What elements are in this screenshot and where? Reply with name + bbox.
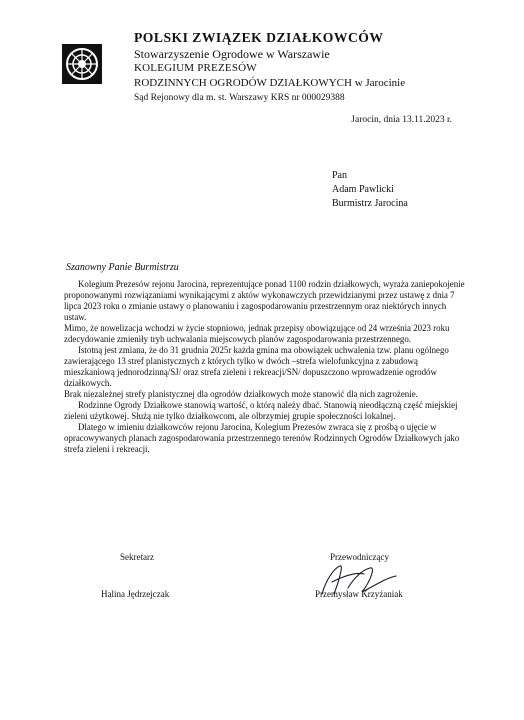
chairman-name: Przemysław Krzyżaniak bbox=[315, 589, 403, 599]
gardens-name: RODZINNYCH OGRODÓW DZIAŁKOWYCH w Jarocinie bbox=[134, 77, 406, 89]
paragraph-3: Istotną jest zmiana, że do 31 grudnia 2025r każda gmina ma obowiązek uchwalenia tzw. planu ogólnego zawierającego 13 stref planistycznych z których tylko w dwóch –strefa wielofunkcyjna z zabudową mieszkaniową jednorodzinną/SJ/ oraz strefa zieleni i rekreacji/SN/ dopuszczono wprowadzenie ogrodów działkowych. bbox=[64, 345, 449, 388]
recipient-name: Adam Pawlicki bbox=[332, 184, 394, 195]
org-name: POLSKI ZWIĄZEK DZIAŁKOWCÓW bbox=[134, 30, 384, 45]
paragraph-2: Mimo, że nowelizacja wchodzi w życie stopniowo, jednak przepisy obowiązujące od 24 września 2023 roku zdecydowanie zmieniły tryb uchwalania miejscowych planów zagospodarowania przestrzennego. bbox=[64, 323, 450, 344]
secretary-role: Sekretarz bbox=[120, 552, 154, 562]
chairman-role: Przewodniczący bbox=[330, 552, 389, 562]
registry-line: Sąd Rejonowy dla m. st. Warszawy KRS nr 000029388 bbox=[134, 93, 345, 103]
recipient-line-1: Pan bbox=[332, 170, 347, 181]
recipient-title: Burmistrz Jarocina bbox=[332, 198, 408, 209]
paragraph-6: Dlatego w imieniu działkowców rejonu Jarocina, Kolegium Prezesów zwraca się z prośbą o ujęcie w opracowywanych planach zagospodarowania przestrzennego terenów Rodzinnych Ogrodów Działkowych jako strefa zieleni i rekreacji. bbox=[64, 422, 460, 454]
letter-body bbox=[64, 279, 468, 455]
letter-date: Jarocin, dnia 13.11.2023 r. bbox=[351, 115, 452, 125]
org-subtitle: Stowarzyszenie Ogrodowe w Warszawie bbox=[134, 47, 330, 61]
pzd-emblem-icon bbox=[60, 42, 104, 86]
salutation: Szanowny Panie Burmistrzu bbox=[66, 262, 179, 273]
college-name: KOLEGIUM PREZESÓW bbox=[134, 62, 257, 74]
paragraph-1: Kolegium Prezesów rejonu Jarocina, reprezentujące ponad 1100 rodzin działkowych, wyraża zaniepokojenie proponowanymi rozwiązaniami wynikającymi z aktów wykonawczych przewidzianymi przez ustawę z dnia 7 lipca 2023 roku o zmianie ustawy o planowaniu i zagospodarowaniu przestrzennym oraz niektórych innych ustaw. bbox=[64, 279, 465, 322]
secretary-name: Halina Jędrzejczak bbox=[101, 589, 170, 599]
paragraph-4: Brak niezależnej strefy planistycznej dla ogrodów działkowych może stanowić dla nich zagrożenie. bbox=[64, 389, 418, 399]
paragraph-5: Rodzinne Ogrody Działkowe stanowią wartość, o którą należy dbać. Stanowią nieodłączną część miejskiej zieleni użytkowej. Służą nie tylko działkowcom, ale olbrzymiej grupie społeczności lokalnej. bbox=[64, 400, 458, 421]
